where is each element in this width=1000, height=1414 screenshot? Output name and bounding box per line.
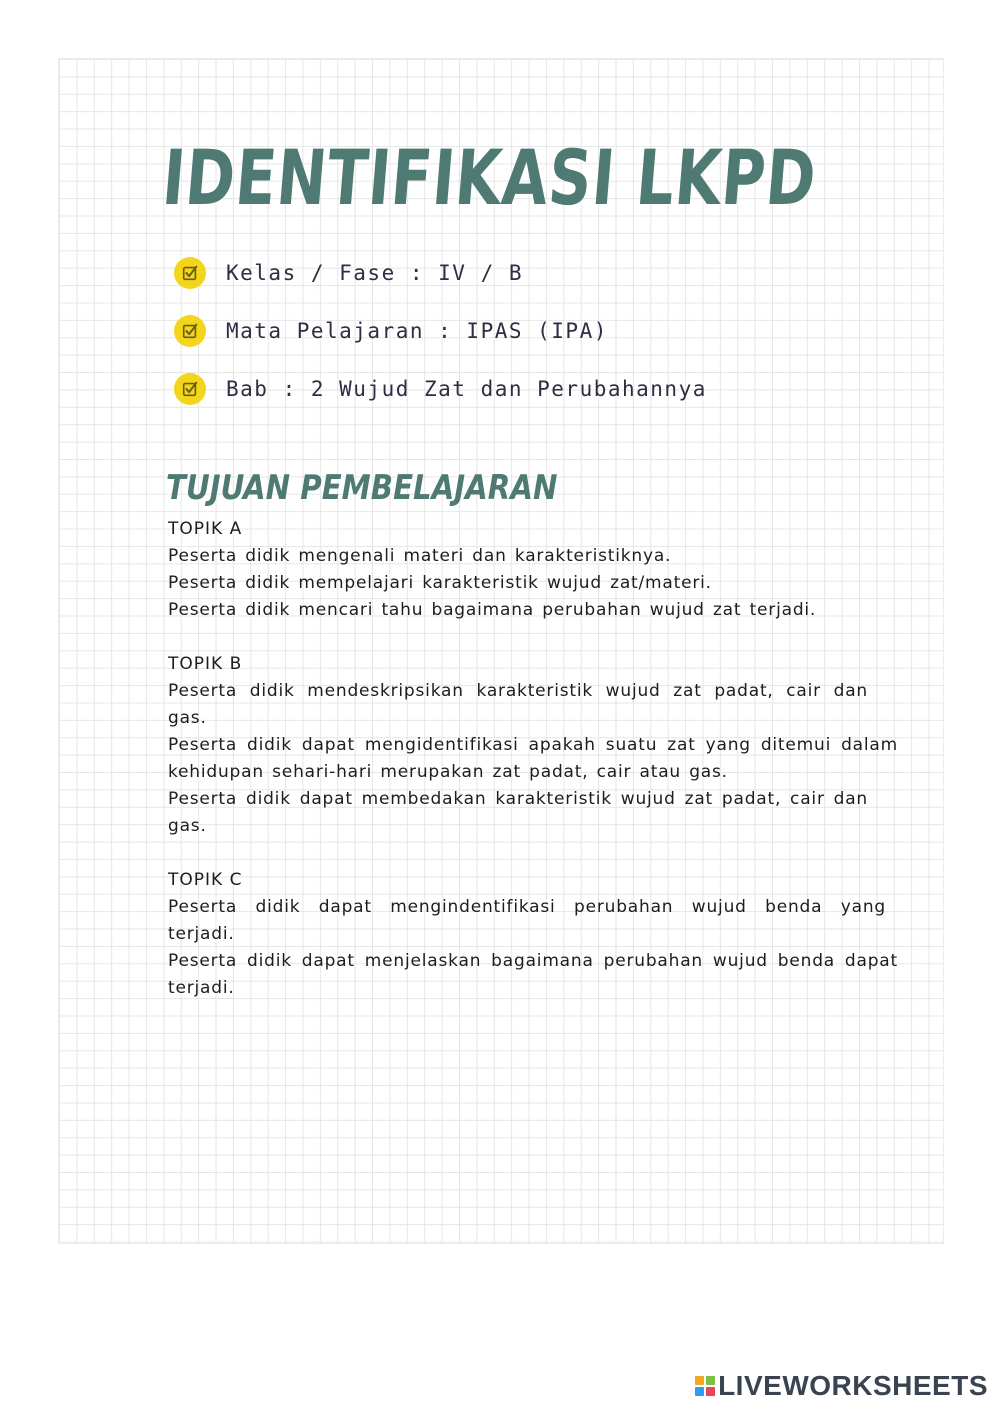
topic-label: TOPIK A: [168, 519, 243, 539]
check-badge-icon: [174, 373, 206, 405]
info-list: [174, 256, 707, 430]
brand-block: [706, 1376, 715, 1385]
brand-block: [695, 1387, 704, 1396]
check-badge-icon: [174, 257, 206, 289]
topic-line: Peserta didik dapat membedakan karakteristik wujud zat padat, cair dan gas.: [168, 789, 868, 836]
liveworksheets-logo[interactable]: [695, 1372, 988, 1400]
page-title: IDENTIFIKASI LKPD: [159, 133, 820, 222]
topic-a: [168, 516, 898, 624]
info-text: Bab : 2 Wujud Zat dan Perubahannya: [226, 377, 707, 401]
topic-line: Peserta didik dapat mengidentifikasi apakah suatu zat yang ditemui dalam kehidupan sehari-hari merupakan zat padat, cair atau gas.: [168, 735, 898, 782]
brand-name: LIVEWORKSHEETS: [718, 1370, 988, 1401]
topic-label: TOPIK B: [168, 654, 243, 674]
topic-label: TOPIK C: [168, 870, 243, 890]
topic-line: Peserta didik mencari tahu bagaimana perubahan wujud zat terjadi.: [168, 600, 817, 620]
brand-block: [695, 1376, 704, 1385]
check-badge-icon: [174, 315, 206, 347]
topic-line: Peserta didik mengenali materi dan karakteristiknya.: [168, 546, 672, 566]
info-text: Mata Pelajaran : IPAS (IPA): [226, 319, 608, 343]
topic-line: Peserta didik mendeskripsikan karakteristik wujud zat padat, cair dan gas.: [168, 681, 868, 728]
topic-line: Peserta didik dapat menjelaskan bagaimana perubahan wujud benda dapat terjadi.: [168, 951, 898, 998]
topic-b: [168, 651, 898, 840]
topics-container: [168, 516, 898, 1029]
info-text: Kelas / Fase : IV / B: [226, 261, 524, 285]
topic-c: [168, 867, 898, 1002]
topic-line: Peserta didik dapat mengindentifikasi perubahan wujud benda yang terjadi.: [168, 897, 886, 944]
section-heading: TUJUAN PEMBELAJARAN: [166, 468, 558, 508]
brand-block: [706, 1387, 715, 1396]
liveworksheets-mark-icon: [695, 1376, 715, 1396]
info-item-bab: [174, 372, 707, 406]
topic-line: Peserta didik mempelajari karakteristik wujud zat/materi.: [168, 573, 712, 593]
info-item-mata-pelajaran: [174, 314, 707, 348]
info-item-kelas: [174, 256, 707, 290]
